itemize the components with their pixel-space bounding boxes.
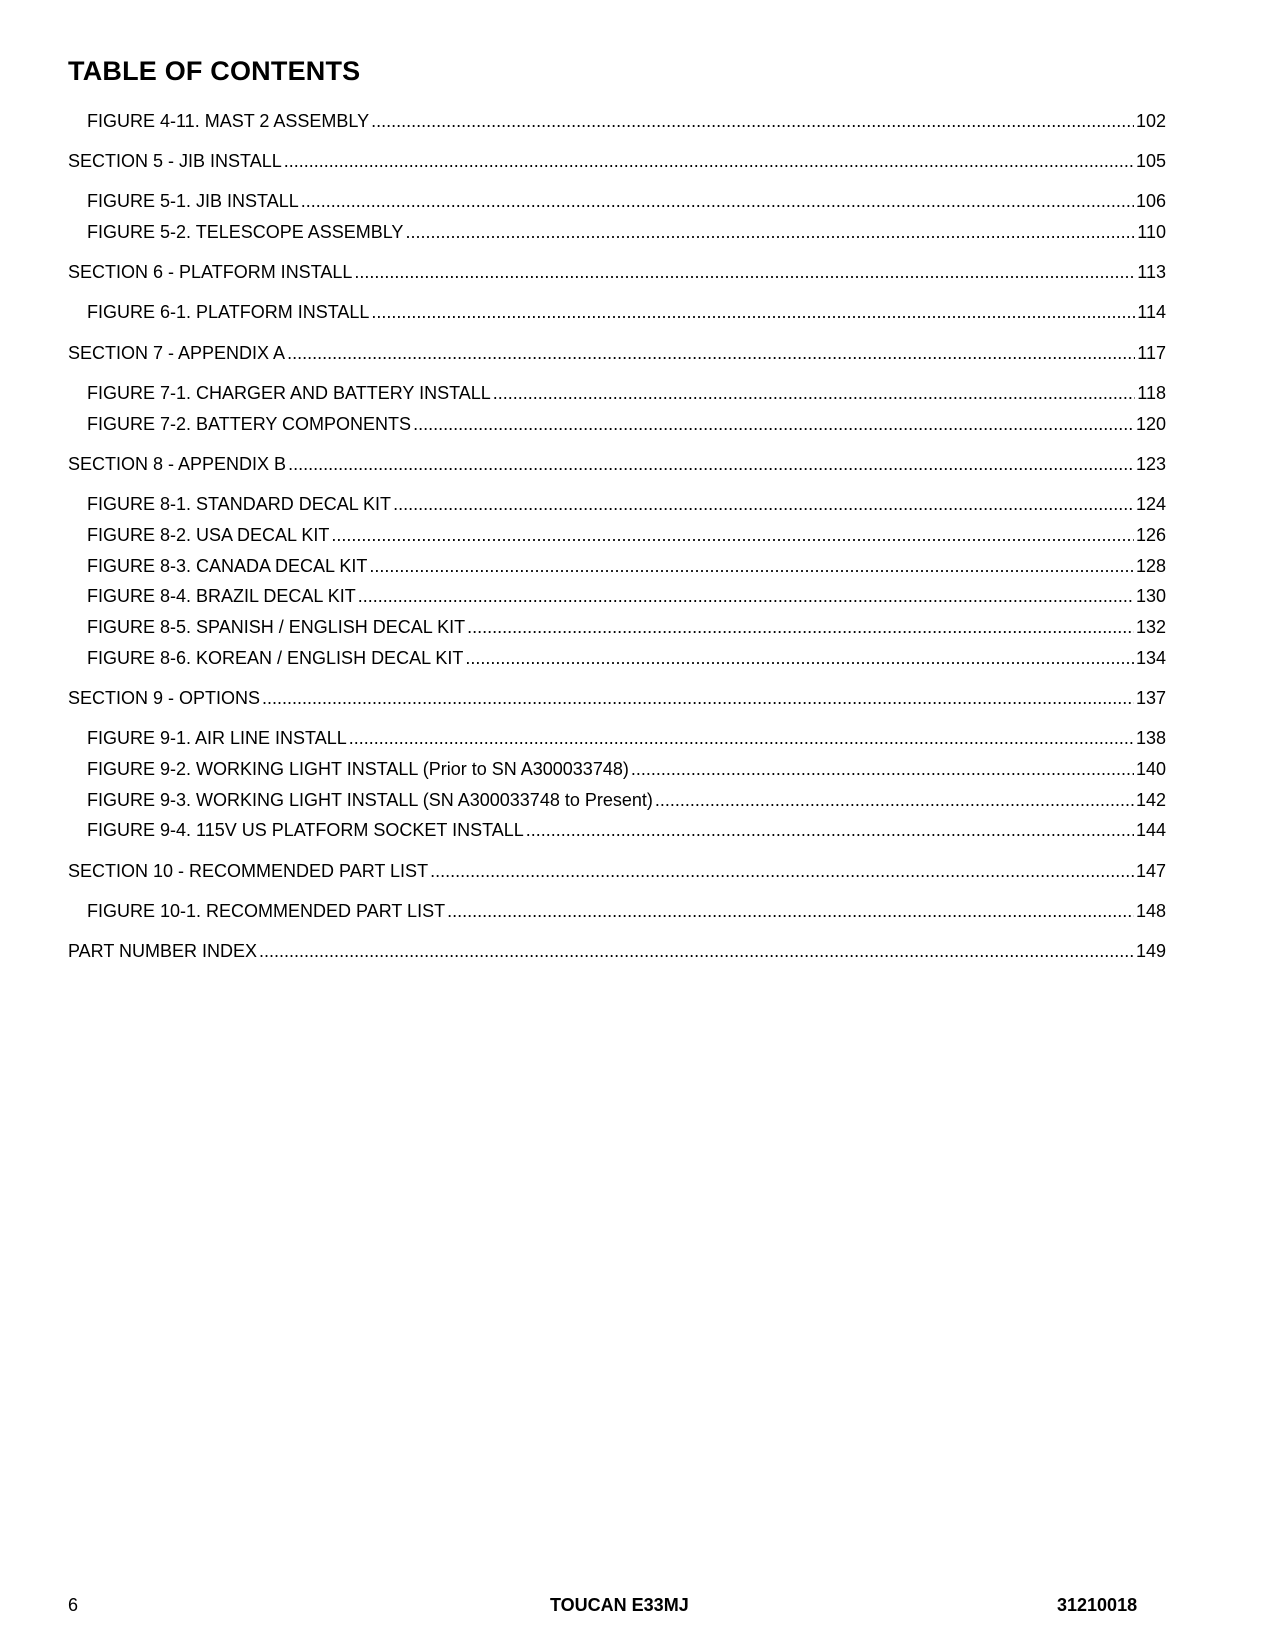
toc-entry-label: PART NUMBER INDEX: [68, 941, 258, 961]
toc-entry[interactable]: [68, 148, 1166, 174]
dot-leader: [413, 411, 1134, 437]
toc-entry-label: FIGURE 8-3. CANADA DECAL KIT: [87, 556, 368, 576]
toc-entry[interactable]: [68, 259, 1166, 285]
dot-leader: [358, 583, 1134, 609]
toc-entry[interactable]: [87, 522, 1166, 548]
toc-entry[interactable]: [68, 938, 1166, 964]
toc-entry-page: 110: [1137, 222, 1166, 242]
dot-leader: [371, 299, 1135, 325]
dot-leader: [284, 148, 1134, 174]
toc-entry[interactable]: [87, 614, 1166, 640]
footer-model-name: TOUCAN E33MJ: [550, 1595, 689, 1615]
toc-entry-label: FIGURE 8-1. STANDARD DECAL KIT: [87, 494, 392, 514]
footer-document-number: 31210018: [1057, 1595, 1138, 1615]
toc-entry-label: FIGURE 7-1. CHARGER AND BATTERY INSTALL: [87, 383, 491, 403]
toc-entry-page: 148: [1135, 901, 1166, 921]
toc-entry-label: FIGURE 9-4. 115V US PLATFORM SOCKET INSTALL: [87, 820, 524, 840]
toc-entry-page: 123: [1135, 454, 1166, 474]
toc-entry-page: 124: [1135, 494, 1166, 514]
toc-entry-page: 149: [1135, 941, 1166, 961]
toc-entry-label: SECTION 9 - OPTIONS: [68, 688, 261, 708]
toc-entry-page: 128: [1135, 556, 1166, 576]
toc-entry[interactable]: [87, 491, 1166, 517]
toc-entry[interactable]: [87, 411, 1166, 437]
dot-leader: [526, 817, 1134, 843]
toc-entry[interactable]: [87, 817, 1166, 843]
dot-leader: [369, 553, 1134, 579]
toc-entry[interactable]: [68, 858, 1166, 884]
dot-leader: [301, 188, 1134, 214]
toc-entry-label: FIGURE 5-2. TELESCOPE ASSEMBLY: [87, 222, 404, 242]
toc-entry[interactable]: [87, 219, 1166, 245]
toc-entry[interactable]: [87, 645, 1166, 671]
toc-entry-page: 126: [1135, 525, 1166, 545]
dot-leader: [631, 756, 1134, 782]
page-title: TABLE OF CONTENTS: [68, 56, 361, 86]
toc-entry[interactable]: [87, 108, 1166, 134]
dot-leader: [259, 938, 1134, 964]
toc-entry[interactable]: [87, 787, 1166, 813]
toc-entry-label: FIGURE 9-1. AIR LINE INSTALL: [87, 728, 347, 748]
toc-entry-label: FIGURE 6-1. PLATFORM INSTALL: [87, 302, 370, 322]
toc-entry-label: FIGURE 10-1. RECOMMENDED PART LIST: [87, 901, 446, 921]
toc-entry[interactable]: [68, 685, 1166, 711]
toc-entry-label: FIGURE 8-4. BRAZIL DECAL KIT: [87, 586, 356, 606]
toc-entry[interactable]: [87, 898, 1166, 924]
dot-leader: [262, 685, 1134, 711]
toc-entry[interactable]: [87, 380, 1166, 406]
dot-leader: [371, 108, 1134, 134]
toc-entry-label: SECTION 5 - JIB INSTALL: [68, 151, 282, 171]
toc-entry-page: 138: [1135, 728, 1166, 748]
toc-entry-page: 117: [1137, 343, 1166, 363]
dot-leader: [354, 259, 1135, 285]
toc-entry-page: 106: [1135, 191, 1166, 211]
toc-entry-label: FIGURE 5-1. JIB INSTALL: [87, 191, 299, 211]
toc-entry-page: 102: [1135, 111, 1166, 131]
toc-entry-page: 140: [1135, 759, 1166, 779]
toc-entry-page: 113: [1137, 262, 1166, 282]
toc-entry-page: 114: [1137, 302, 1166, 322]
toc-entry-page: 130: [1135, 586, 1166, 606]
dot-leader: [393, 491, 1134, 517]
toc-entry-page: 134: [1135, 648, 1166, 668]
dot-leader: [447, 898, 1134, 924]
toc-entry-page: 147: [1135, 861, 1166, 881]
toc-entry-label: FIGURE 8-6. KOREAN / ENGLISH DECAL KIT: [87, 648, 464, 668]
toc-entry-label: FIGURE 4-11. MAST 2 ASSEMBLY: [87, 111, 370, 131]
toc-entry-label: SECTION 6 - PLATFORM INSTALL: [68, 262, 353, 282]
toc-entry[interactable]: [87, 756, 1166, 782]
toc-entry-page: 132: [1135, 617, 1166, 637]
toc-entry-page: 137: [1135, 688, 1166, 708]
toc-entry-page: 118: [1137, 383, 1166, 403]
toc-entry[interactable]: [87, 553, 1166, 579]
dot-leader: [331, 522, 1134, 548]
dot-leader: [467, 614, 1134, 640]
toc-entry[interactable]: [87, 299, 1166, 325]
dot-leader: [493, 380, 1136, 406]
dot-leader: [655, 787, 1134, 813]
toc-entry-page: 142: [1135, 790, 1166, 810]
toc-entry-label: SECTION 8 - APPENDIX B: [68, 454, 287, 474]
dot-leader: [288, 451, 1134, 477]
toc-entry[interactable]: [68, 451, 1166, 477]
dot-leader: [349, 725, 1134, 751]
toc-entry[interactable]: [87, 188, 1166, 214]
toc-entry[interactable]: [87, 725, 1166, 751]
toc-entry-label: FIGURE 9-2. WORKING LIGHT INSTALL (Prior to SN A300033748): [87, 759, 629, 779]
toc-entry-label: FIGURE 8-2. USA DECAL KIT: [87, 525, 330, 545]
toc-entry-label: FIGURE 8-5. SPANISH / ENGLISH DECAL KIT: [87, 617, 466, 637]
toc-entry-label: FIGURE 7-2. BATTERY COMPONENTS: [87, 414, 412, 434]
toc-entry-page: 105: [1135, 151, 1166, 171]
toc-entry-page: 120: [1135, 414, 1166, 434]
footer-page-number: 6: [68, 1595, 79, 1615]
toc-entry-page: 144: [1135, 820, 1166, 840]
toc-entry-label: FIGURE 9-3. WORKING LIGHT INSTALL (SN A300033748 to Present): [87, 790, 653, 810]
dot-leader: [430, 858, 1134, 884]
dot-leader: [405, 219, 1135, 245]
dot-leader: [287, 340, 1135, 366]
toc-entry-label: SECTION 10 - RECOMMENDED PART LIST: [68, 861, 429, 881]
dot-leader: [465, 645, 1134, 671]
toc-entry[interactable]: [68, 340, 1166, 366]
toc-entry-label: SECTION 7 - APPENDIX A: [68, 343, 286, 363]
toc-entry[interactable]: [87, 583, 1166, 609]
